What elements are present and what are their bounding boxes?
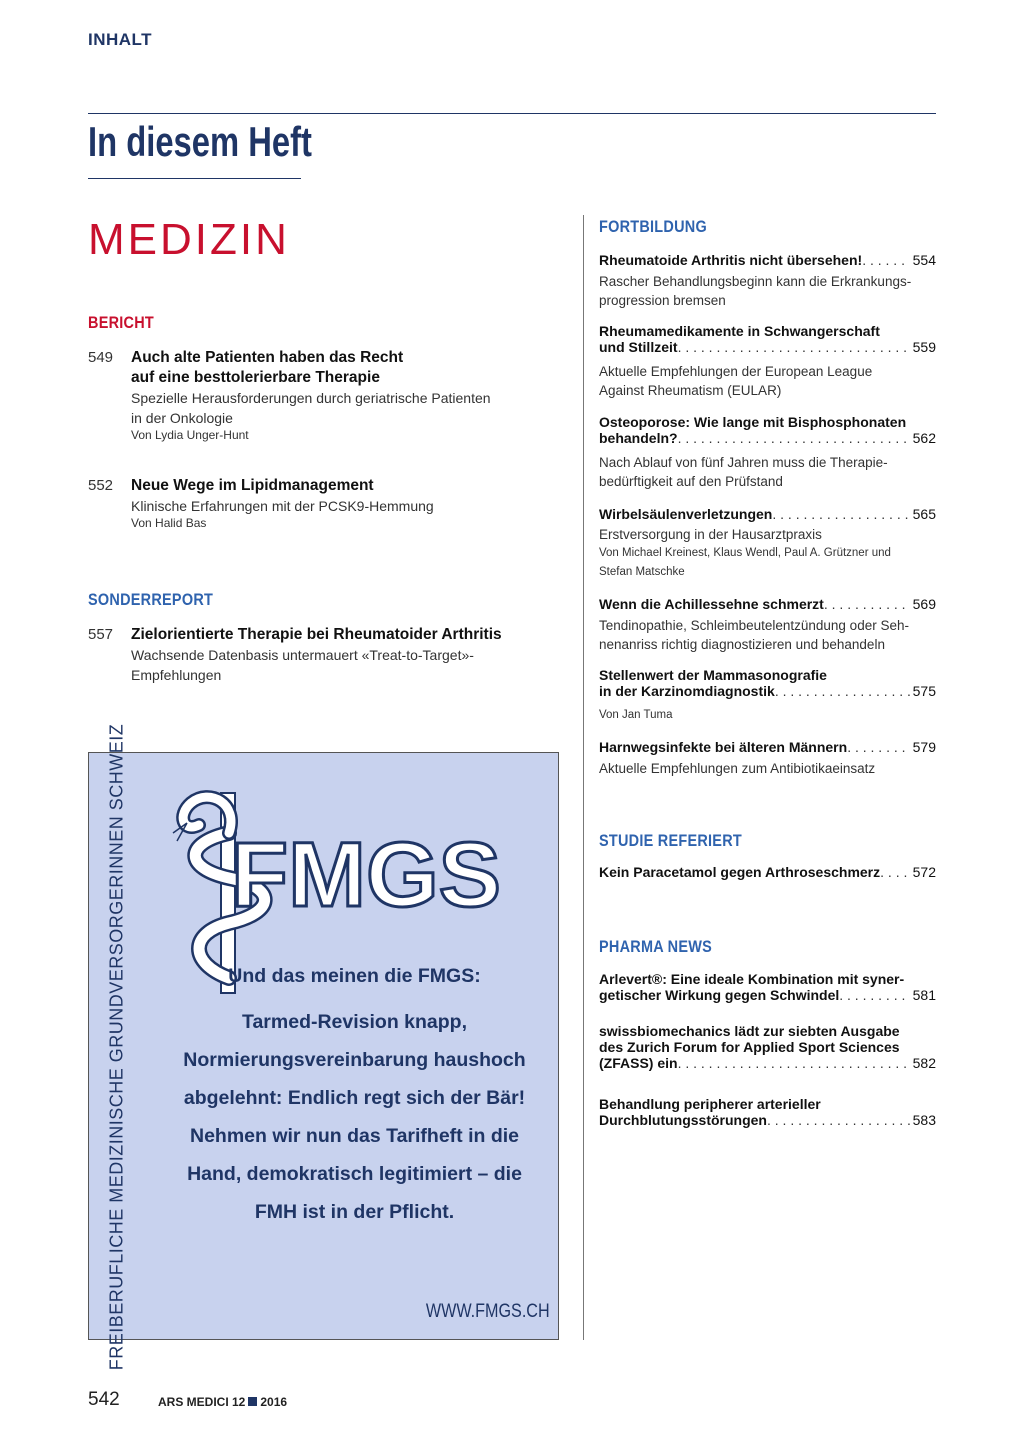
entry-title: Wirbelsäulenverletzungen bbox=[599, 506, 773, 522]
entry-title: Rheumatoide Arthritis nicht übersehen! bbox=[599, 252, 863, 268]
toc-entry-572[interactable] bbox=[599, 864, 936, 880]
fmgs-url-link[interactable]: WWW.FMGS.CH bbox=[426, 1301, 550, 1322]
footer-page-number: 542 bbox=[88, 1389, 120, 1410]
entry-page: 575 bbox=[912, 683, 936, 699]
entry-title: Harnwegsinfekte bei älteren Männern bbox=[599, 739, 848, 755]
entry-title: getischer Wirkung gegen Schwindel bbox=[599, 987, 840, 1003]
entry-title: Durchblutungsstörungen bbox=[599, 1112, 767, 1128]
entry-subtitle: Klinische Erfahrungen mit der PCSK9-Hemmung bbox=[131, 498, 434, 514]
footer-magazine: ARS MEDICI 12 2016 bbox=[158, 1395, 288, 1409]
toc-entry-579[interactable] bbox=[599, 739, 936, 755]
entry-title: Stellenwert der Mammasonografie bbox=[599, 667, 827, 683]
entry-page: 582 bbox=[912, 1055, 936, 1071]
ad-line: Hand, demokratisch legitimiert – die bbox=[187, 1163, 522, 1185]
toc-entry-554[interactable] bbox=[599, 252, 936, 268]
category-pharma-news: PHARMA NEWS bbox=[599, 937, 713, 956]
entry-title: Osteoporose: Wie lange mit Bisphosphonaten bbox=[599, 414, 907, 430]
entry-subtitle: Aktuelle Empfehlungen der European League Against Rheumatism (EULAR) bbox=[599, 364, 873, 398]
page-title: In diesem Heft bbox=[88, 118, 312, 165]
square-separator-icon bbox=[248, 1397, 257, 1406]
medizin-heading: MEDIZIN bbox=[88, 215, 290, 264]
entry-title: behandeln? bbox=[599, 430, 678, 446]
toc-entry-562[interactable] bbox=[599, 414, 936, 446]
entry-title: Arlevert®: Eine ideale Kombination mit syner- bbox=[599, 971, 905, 987]
entry-page: 552 bbox=[88, 477, 114, 494]
entry-title: des Zurich Forum for Applied Sport Sciences bbox=[599, 1039, 900, 1055]
toc-entry-569[interactable] bbox=[599, 596, 936, 612]
title-divider bbox=[88, 178, 301, 179]
toc-entry-581[interactable] bbox=[599, 971, 936, 1003]
entry-subtitle: Nach Ablauf von fünf Jahren muss die Therapie- bedürftigkeit auf den Prüfstand bbox=[599, 455, 888, 489]
entry-page: 583 bbox=[912, 1112, 936, 1128]
entry-title: (ZFASS) ein bbox=[599, 1055, 678, 1071]
entry-subtitle: Tendinopathie, Schleimbeutelentzündung oder Seh- nenanriss richtig diagnostizieren und behandeln bbox=[599, 618, 909, 652]
entry-page: 565 bbox=[912, 506, 936, 522]
category-sonderreport: SONDERREPORT bbox=[88, 590, 214, 609]
ad-line: abgelehnt: Endlich regt sich der Bär! bbox=[183, 1087, 526, 1109]
ad-line: FMH ist in der Pflicht. bbox=[254, 1201, 455, 1223]
entry-page: 579 bbox=[912, 739, 936, 755]
entry-title: Rheumamedikamente in Schwangerschaft bbox=[599, 323, 880, 339]
toc-entry-559[interactable] bbox=[599, 323, 936, 355]
toc-entry-582[interactable] bbox=[599, 1023, 936, 1071]
entry-title: Behandlung peripherer arterieller bbox=[599, 1096, 821, 1112]
entry-author: Von Jan Tuma bbox=[599, 709, 673, 721]
entry-page: 559 bbox=[912, 339, 936, 355]
entry-title: auf eine besttolerierbare Therapie bbox=[131, 369, 380, 386]
entry-page: 581 bbox=[912, 987, 936, 1003]
category-studie-referiert: STUDIE REFERIERT bbox=[599, 831, 742, 850]
entry-author: Von Halid Bas bbox=[131, 516, 207, 530]
fmgs-logo-text: FMGS bbox=[231, 824, 501, 926]
category-bericht: BERICHT bbox=[88, 313, 155, 332]
entry-page: 572 bbox=[912, 864, 936, 880]
entry-title: swissbiomechanics lädt zur siebten Ausgabe bbox=[599, 1023, 900, 1039]
ad-vertical-text: FREIBERUFLICHE MEDIZINISCHE GRUNDVERSORGERINNEN SCHWEIZ bbox=[106, 723, 127, 1371]
top-divider bbox=[88, 113, 936, 114]
ad-line: Und das meinen die FMGS: bbox=[228, 965, 481, 987]
ad-line: Normierungsvereinbarung haushoch bbox=[183, 1049, 526, 1071]
entry-subtitle: Rascher Behandlungsbeginn kann die Erkrankungs- progression bremsen bbox=[599, 274, 912, 308]
entry-subtitle: Spezielle Herausforderungen durch geriatrische Patienten bbox=[131, 390, 491, 406]
entry-title: in der Karzinomdiagnostik bbox=[599, 683, 775, 699]
entry-page: 549 bbox=[88, 349, 114, 366]
category-fortbildung: FORTBILDUNG bbox=[599, 217, 707, 236]
fmgs-advertisement[interactable] bbox=[88, 723, 559, 1371]
toc-entry-583[interactable] bbox=[599, 1096, 936, 1128]
entry-subtitle: Erstversorgung in der Hausarztpraxis bbox=[599, 527, 822, 542]
toc-entry-575[interactable] bbox=[599, 667, 936, 699]
entry-title: und Stillzeit bbox=[599, 339, 678, 355]
entry-title: Zielorientierte Therapie bei Rheumatoider Arthritis bbox=[131, 626, 502, 643]
entry-author: Von Michael Kreinest, Klaus Wendl, Paul A. Grützner und Stefan Matschke bbox=[599, 547, 891, 578]
entry-title: Wenn die Achillessehne schmerzt bbox=[599, 596, 824, 612]
column-divider bbox=[583, 215, 584, 1340]
section-label: INHALT bbox=[88, 30, 153, 49]
entry-page: 557 bbox=[88, 626, 114, 643]
entry-title: Kein Paracetamol gegen Arthroseschmerz bbox=[599, 864, 881, 880]
entry-page: 562 bbox=[912, 430, 936, 446]
entry-author: Von Lydia Unger-Hunt bbox=[131, 428, 249, 442]
entry-subtitle: in der Onkologie bbox=[131, 410, 233, 426]
ad-line: Tarmed-Revision knapp, bbox=[241, 1011, 468, 1033]
entry-subtitle: Aktuelle Empfehlungen zum Antibiotikaeinsatz bbox=[599, 761, 876, 776]
ad-line: Nehmen wir nun das Tarifheft in die bbox=[189, 1125, 519, 1147]
entry-subtitle: Empfehlungen bbox=[131, 667, 222, 683]
entry-subtitle: Wachsende Datenbasis untermauert «Treat-to-Target»- bbox=[131, 647, 474, 663]
entry-title: Neue Wege im Lipidmanagement bbox=[131, 477, 374, 494]
entry-page: 554 bbox=[912, 252, 936, 268]
entry-title: Auch alte Patienten haben das Recht bbox=[131, 349, 404, 366]
toc-entry-565[interactable] bbox=[599, 506, 936, 522]
entry-page: 569 bbox=[912, 596, 936, 612]
